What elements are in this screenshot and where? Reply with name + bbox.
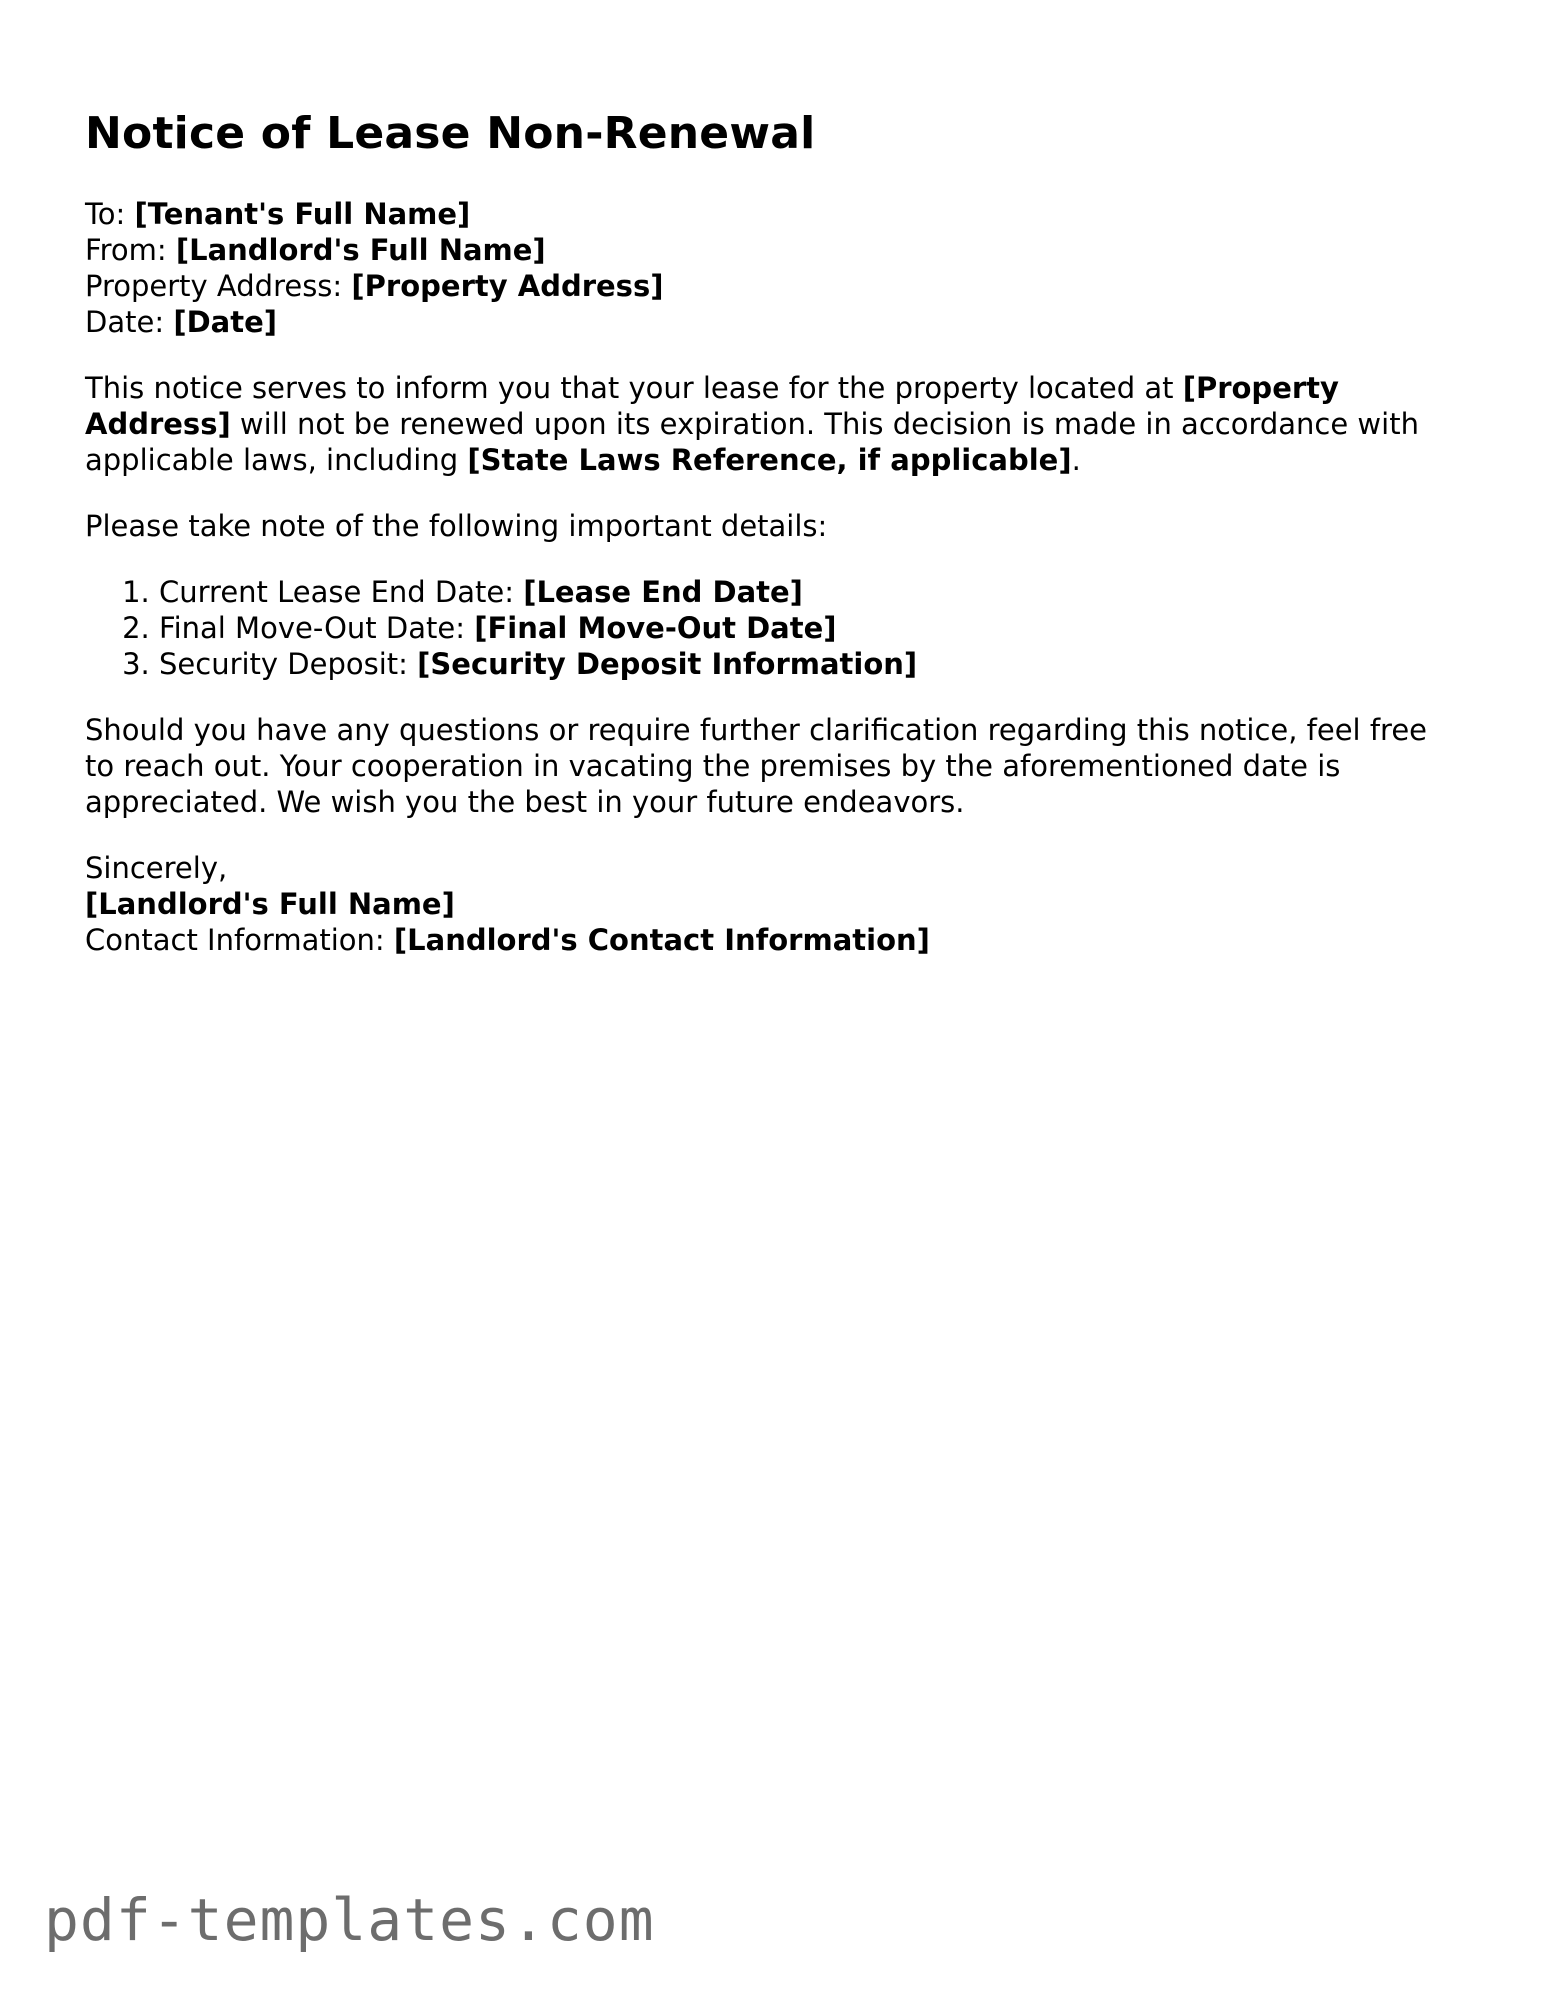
address-value: [Property Address] — [351, 269, 664, 303]
closing-paragraph: Should you have any questions or require further clarification regarding this notice, feel free to reach out. Your cooperation in vacating the premises by the aforementioned date is appreciated. We wish you the best in your future endeavors. — [85, 713, 1428, 819]
signer-name: [Landlord's Full Name] — [85, 887, 455, 921]
details-intro: Please take note of the following important details: — [85, 509, 828, 543]
lease-end-label: Current Lease End Date: — [159, 575, 524, 609]
to-label: To: — [85, 197, 135, 231]
notice-text-b: will not be renewed upon its expiration. This decision is made in accordance with applicable laws, including — [85, 407, 1419, 477]
address-label: Property Address: — [85, 269, 352, 303]
contact-value: [Landlord's Contact Information] — [393, 923, 930, 957]
notice-paragraph — [85, 370, 1465, 478]
lease-end-value: [Lease End Date] — [523, 575, 803, 609]
list-item — [159, 574, 1465, 610]
move-out-label: Final Move-Out Date: — [159, 611, 475, 645]
header-fields — [85, 196, 1465, 340]
signature-block — [85, 850, 1465, 958]
notice-text-c: . — [1071, 443, 1081, 477]
list-item — [159, 610, 1465, 646]
date-line — [85, 304, 1465, 340]
from-line — [85, 232, 1465, 268]
notice-property-address: [Property Address] — [85, 371, 1339, 441]
to-line — [85, 196, 1465, 232]
notice-state-laws: [State Laws Reference, if applicable] — [467, 443, 1072, 477]
date-label: Date: — [85, 305, 174, 339]
contact-line — [85, 922, 1465, 958]
notice-text-a: This notice serves to inform you that your lease for the property located at — [85, 371, 1183, 405]
from-value: [Landlord's Full Name] — [175, 233, 546, 267]
move-out-value: [Final Move-Out Date] — [474, 611, 837, 645]
to-value: [Tenant's Full Name] — [134, 197, 471, 231]
watermark: pdf-templates.com — [44, 1886, 655, 1954]
list-item — [159, 646, 1465, 682]
deposit-value: [Security Deposit Information] — [417, 647, 918, 681]
from-label: From: — [85, 233, 176, 267]
date-value: [Date] — [173, 305, 277, 339]
address-line — [85, 268, 1465, 304]
salutation: Sincerely, — [85, 851, 228, 885]
deposit-label: Security Deposit: — [159, 647, 418, 681]
contact-label: Contact Information: — [85, 923, 394, 957]
document-page — [85, 106, 1465, 958]
details-list — [85, 574, 1465, 682]
document-title: Notice of Lease Non-Renewal — [85, 108, 816, 159]
